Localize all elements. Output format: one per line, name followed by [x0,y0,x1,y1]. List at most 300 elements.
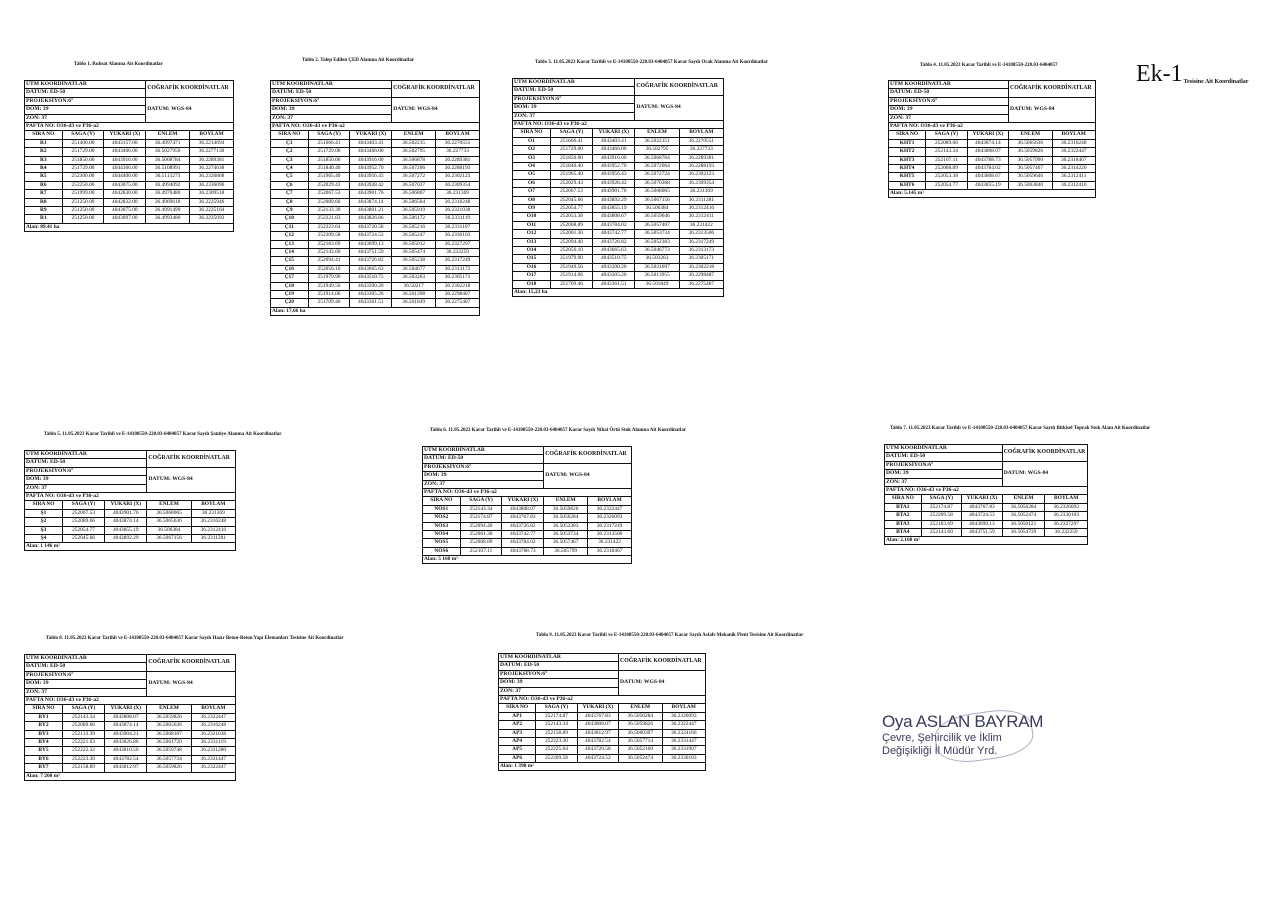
table-row [25,526,236,534]
geographic-header: COĞRAFİK KOORDİNATLAR [147,655,236,672]
table-row [271,265,480,273]
saga-value: 252300.00 [62,173,104,181]
point-id: KHT2 [889,148,926,156]
point-id: Ç17 [271,274,309,282]
col-enlem: ENLEM [1002,495,1045,503]
point-id: BY6 [25,755,63,763]
boylam-value: 36.2318467 [588,547,632,555]
enlem-value: 36.5059826 [544,505,588,513]
enlem-value: 36.5113273 [146,173,190,181]
boylam-value: 36.2331447 [191,755,235,763]
saga-value: 251979.90 [550,255,592,263]
table-caption: Tablo 1. Ruhsat Alanına Ait Koordinatlar [74,62,163,67]
saga-value: 251709.46 [550,280,592,288]
saga-value: 251729.00 [308,148,350,156]
saga-value: 251666.41 [550,137,592,145]
point-id: Ç8 [271,198,309,206]
enlem-value: 36.503263 [635,255,679,263]
point-id: R1 [25,215,63,223]
boylam-value: 36.2321038 [191,730,235,738]
utm-header: UTM KOORDİNATLAR [513,79,635,87]
yukari-value: 4043510.75 [593,255,635,263]
table-row [271,190,480,198]
boylam-value: 36.2305171 [436,274,480,282]
saga-value: 252143.34 [62,713,104,721]
point-id: R4 [25,164,63,172]
boylam-value: 36.2331107 [436,223,480,231]
signature-block [882,712,1043,758]
boylam-value: 36.2331119 [191,738,235,746]
yukari-value: 4043810.50 [105,747,147,755]
enlem-value: 36.5068065 [635,188,679,196]
enlem-value: 36.5057714 [619,737,662,745]
point-id: Ç1 [271,139,309,147]
table-row [25,207,234,215]
col-boylam: BOYLAM [1052,131,1096,139]
datum-wgs84: DATUM: WGS-84 [1002,461,1087,486]
yukari-value: 4043928.42 [593,179,635,187]
saga-value: 252183.69 [308,240,350,248]
boylam-value: 36.2275487 [436,299,480,307]
enlem-value: 36.5067156 [147,534,191,542]
table-row [889,139,1096,147]
table-row [25,534,236,542]
boylam-value: 36.2322447 [662,721,706,729]
enlem-value: 36.5059646 [1009,173,1052,181]
boylam-value: 36.2313173 [436,265,480,273]
table-row [271,223,480,231]
area-total: Alan: 2.168 m² [885,537,1088,545]
datum-ed50: DATUM: ED-50 [271,89,392,97]
saga-value: 252089.66 [62,722,104,730]
datum-ed50: DATUM: ED-50 [499,662,619,670]
projection: PROJEKSİYON:6° [499,670,619,678]
point-id: NÖS6 [423,547,461,555]
enlem-value: 36.5052383 [544,522,588,530]
saga-value: 251914.06 [308,291,350,299]
table-row [271,139,480,147]
saga-value: 252089.66 [308,198,350,206]
table-row [889,156,1096,164]
enlem-value: 36.507206 [392,164,436,172]
enlem-value: 36.501849 [635,280,679,288]
enlem-value: 36.5057467 [635,221,679,229]
saga-value: 252143.34 [536,721,577,729]
dom: DOM: 39 [889,106,1009,114]
enlem-value: 36.5072064 [635,162,679,170]
yukari-value: 4043305.26 [593,272,635,280]
yukari-value: 4043808.07 [967,148,1008,156]
yukari-value: 4043157.00 [104,139,146,147]
enlem-value: 36.5057734 [147,755,191,763]
boylam-value: 36.2312411 [679,213,723,221]
boylam-value: 36.2288193 [436,164,480,172]
point-id: Ş1 [25,509,63,517]
table-row [271,164,480,172]
enlem-value: 36.5059826 [1009,148,1052,156]
saga-value: 251949.56 [550,263,592,271]
boylam-value: 36.2317249 [436,257,480,265]
yukari-value: 4044400.00 [104,173,146,181]
point-id: NÖS1 [423,505,461,513]
saga-value: 252221.63 [308,215,350,223]
boylam-value: 36.2313506 [679,230,723,238]
sheet-number: PAFTA NO: O36-d3 ve P36-a2 [499,695,706,703]
saga-value: 251979.90 [308,274,350,282]
yukari-value: 4043784.02 [593,221,635,229]
col-saga: SAĞA (Y) [62,705,104,713]
table-row [25,215,234,223]
table-row [423,539,632,547]
datum-ed50: DATUM: ED-50 [885,453,1003,461]
saga-value: 252250.00 [62,181,104,189]
yukari-value: 4043826.86 [105,738,147,746]
saga-value: 252067.53 [550,188,592,196]
table-caption: Tablo 4. 11.05.2023 Karar Tarihli ve E-14108550-220.03-6404057 [920,63,1058,68]
table-row [271,299,480,307]
yukari-value: 4043808.07 [502,505,544,513]
dom: DOM: 39 [25,476,147,484]
boylam-value: 36.2322447 [588,505,632,513]
datum-wgs84: DATUM: WGS-84 [392,97,480,122]
projection: PROJEKSİYON:6° [25,97,146,105]
enlem-value: 36.5065636 [147,518,191,526]
boylam-value: 36.2324166 [662,729,706,737]
yukari-value: 4043788.73 [967,156,1008,164]
point-id: Ç16 [271,265,309,273]
saga-value: 252045.66 [550,196,592,204]
col-enlem: ENLEM [147,705,191,713]
yukari-value: 4043916.00 [593,154,635,162]
table-row [889,181,1096,189]
yukari-value: 4043361.51 [350,299,392,307]
point-id: BY4 [25,738,63,746]
boylam-value: 36.2331907 [662,746,706,754]
table-row [513,213,724,221]
col-sira-no: SIRA NO [885,495,922,503]
utm-header: UTM KOORDİNATLAR [25,451,147,459]
enlem-value: 36.5059826 [619,721,662,729]
enlem-value: 36.506807 [392,190,436,198]
zone: ZON: 37 [499,687,619,695]
boylam-value: 36.2214694 [190,139,234,147]
table-row [885,528,1088,536]
saga-value: 251729.00 [62,164,104,172]
projection: PROJEKSİYON:6° [889,97,1009,105]
saga-value: 251400.00 [62,139,104,147]
table-caption: Tablo 2. Talep Edilen ÇED Alanına Ait Koordinatlar [302,58,415,63]
boylam-value: 36.232259 [1045,528,1088,536]
yukari-value: 4042830.00 [104,190,146,198]
yukari-value: 4043952.70 [593,162,635,170]
point-id: R7 [25,190,63,198]
boylam-value: 36.2298487 [436,291,480,299]
yukari-value: 4043855.19 [593,205,635,213]
boylam-value: 36.2326093 [1045,503,1088,511]
table-row [513,179,724,187]
enlem-value: 36.4994092 [146,181,190,189]
boylam-value: 36.2312416 [1052,181,1096,189]
enlem-value: 36.4993480 [146,215,190,223]
area-total: Alan: 15,23 ha [513,289,724,297]
point-id: Ç13 [271,240,309,248]
yukari-value: 4043751.59 [350,249,392,257]
dom: DOM: 39 [25,106,146,114]
table-row [885,512,1088,520]
table-row [25,722,236,730]
boylam-value: 36.2316248 [436,198,480,206]
dom: DOM: 39 [271,106,392,114]
point-id: Ç18 [271,282,309,290]
saga-value: 252222.32 [62,747,104,755]
enlem-value: 36.507272 [392,173,436,181]
zone: ZON: 37 [25,114,146,122]
saga-value: 252158.89 [62,764,104,772]
table-row [513,263,724,271]
col-saga: SAĞA (Y) [550,129,592,137]
datum-wgs84: DATUM: WGS-84 [147,671,236,696]
col-boylam: BOYLAM [662,704,706,712]
saga-value: 252068.89 [926,164,967,172]
col-saga: SAĞA (Y) [62,501,104,509]
col-enlem: ENLEM [544,497,588,505]
table-row [25,190,234,198]
enlem-value: 36.5052474 [619,754,662,762]
boylam-value: 36.2288193 [679,162,723,170]
enlem-value: 36.4991499 [146,207,190,215]
col-boylam: BOYLAM [588,497,632,505]
table-row [271,257,480,265]
saga-value: 252174.87 [536,712,577,720]
yukari-value: 4043901.76 [593,188,635,196]
boylam-value: 36.232259 [436,249,480,257]
saga-value: 252209.58 [536,754,577,762]
table-row [885,503,1088,511]
col-boylam: BOYLAM [1045,495,1088,503]
boylam-value: 36.2289381 [436,156,480,164]
col-sira-no: SIRA NO [513,129,551,137]
yukari-value: 4043742.77 [502,530,544,538]
yukari-value: 4043390.20 [350,282,392,290]
saga-value: 251914.06 [550,272,592,280]
yukari-value: 4043699.13 [350,240,392,248]
saga-value: 251729.00 [550,146,592,154]
enlem-value: 36.506172 [392,215,436,223]
zone: ZON: 37 [423,480,544,488]
point-id: BTA4 [885,528,922,536]
projection: PROJEKSİYON:6° [271,97,392,105]
col-saga: SAĞA (Y) [308,131,350,139]
point-id: NÖS4 [423,530,461,538]
point-id: O8 [513,196,551,204]
boylam-value: 36.2322447 [191,764,235,772]
boylam-value: 36.2318467 [1052,156,1096,164]
point-id: R9 [25,207,63,215]
yukari-value: 4043812.97 [105,764,147,772]
boylam-value: 36.2289381 [190,156,234,164]
yukari-value: 4043956.43 [350,173,392,181]
yukari-value: 4043808.07 [577,721,618,729]
point-id: Ç4 [271,164,309,172]
col-enlem: ENLEM [392,131,436,139]
saga-value: 252158.89 [536,729,577,737]
table-row [25,764,236,772]
sheet-number: PAFTA NO: O36-d3 ve P36-a2 [889,122,1096,130]
zone: ZON: 37 [25,484,147,492]
dom: DOM: 39 [25,680,147,688]
point-id: O13 [513,238,551,246]
boylam-value: 36.2298487 [679,272,723,280]
col-yukari: YUKARI (X) [350,131,392,139]
point-id: NÖS2 [423,514,461,522]
enlem-value: 36.5063840 [1009,181,1052,189]
datum-ed50: DATUM: ED-50 [889,89,1009,97]
enlem-value: 36.505012 [392,240,436,248]
boylam-value: 36.2311281 [191,534,235,542]
yukari-value: 4043720.58 [350,223,392,231]
table-row [513,238,724,246]
saga-value: 251949.56 [308,282,350,290]
enlem-value: 36.506564 [392,198,436,206]
boylam-value: 36.2309354 [679,179,723,187]
utm-header: UTM KOORDİNATLAR [499,654,619,662]
col-sira-no: SIRA NO [499,704,536,712]
saga-value: 252054.77 [926,181,967,189]
projection: PROJEKSİYON:6° [513,95,635,103]
enlem-value: 36.5065636 [1009,139,1052,147]
enlem-value: 36.505474 [392,249,436,257]
yukari-value: 4043801.21 [350,207,392,215]
enlem-value: 36.5027950 [146,148,190,156]
saga-value: 252143.34 [460,505,502,513]
saga-value: 252174.87 [460,514,502,522]
point-id: NÖS3 [423,522,461,530]
point-id: Ç12 [271,232,309,240]
point-id: O4 [513,162,551,170]
saga-value: 252067.53 [308,190,350,198]
yukari-value: 4043726.82 [502,522,544,530]
boylam-value: 36.2313173 [679,247,723,255]
point-id: Ç6 [271,181,309,189]
yukari-value: 4043901.76 [105,509,147,517]
col-yukari: YUKARI (X) [105,501,147,509]
point-id: AP6 [499,754,536,762]
saga-value: 252054.77 [550,205,592,213]
col-yukari: YUKARI (X) [967,131,1008,139]
table-row [513,171,724,179]
table-row [271,249,480,257]
datum-wgs84: DATUM: WGS-84 [635,95,724,120]
point-id: O18 [513,280,551,288]
datum-ed50: DATUM: ED-50 [25,89,146,97]
boylam-value: 36.2326868 [190,173,234,181]
point-id: R2 [25,148,63,156]
table-row [499,737,706,745]
yukari-value: 4042832.00 [104,198,146,206]
yukari-value: 4043874.14 [105,722,147,730]
table-row [271,148,480,156]
table-row [271,232,480,240]
enlem-value: 36.5052474 [1002,512,1045,520]
enlem-value: 36.5013955 [635,272,679,280]
enlem-value: 36.505216 [392,223,436,231]
boylam-value: 36.2330103 [436,232,480,240]
enlem-value: 36.5057467 [544,539,588,547]
saga-value: 252054.77 [62,526,104,534]
table-row [889,173,1096,181]
table-row [499,712,706,720]
saga-value: 252094.41 [308,257,350,265]
point-id: Ş2 [25,518,63,526]
yukari-value: 4043782.54 [577,737,618,745]
yukari-value: 4043892.29 [593,196,635,204]
saga-value: 251850.00 [62,156,104,164]
annex-suffix: Tesisine Ait Koordinatlar [1183,79,1249,85]
coordinate-table [884,444,1088,545]
point-id: BY7 [25,764,63,772]
table-row [25,730,236,738]
saga-value: 251965.40 [550,171,592,179]
boylam-value: 36.2316248 [191,518,235,526]
saga-value: 251709.46 [308,299,350,307]
point-id: BTA1 [885,503,922,511]
point-id: BY2 [25,722,63,730]
col-saga: SAĞA (Y) [460,497,502,505]
geographic-header: COĞRAFİK KOORDİNATLAR [544,447,632,464]
boylam-value: 36.2270551 [436,139,480,147]
point-id: R5 [25,173,63,181]
enlem-value: 36.5053734 [635,230,679,238]
saga-value: 252068.89 [460,539,502,547]
saga-value: 252029.43 [550,179,592,187]
yukari-value: 4043874.14 [105,518,147,526]
geographic-header: COĞRAFİK KOORDİNATLAR [1002,445,1087,462]
coordinate-table [422,446,632,564]
boylam-value: 36.2302123 [679,171,723,179]
table-caption: Tablo 3. 11.05.2023 Karar Tarihli ve E-14108550-220.03-6404057 Karar Sayılı Ocak Alanına Ait Koordinatlar [535,60,768,65]
enlem-value: 36.502215 [392,139,436,147]
point-id: O15 [513,255,551,263]
enlem-value: 36.5050121 [1002,520,1045,528]
coordinate-table [24,654,236,781]
point-id: R6 [25,181,63,189]
table-row [271,198,480,206]
yukari-value: 4043466.00 [350,148,392,156]
yukari-value: 4043788.73 [502,547,544,555]
saga-value: 252094.40 [460,522,502,530]
point-id: O16 [513,263,551,271]
table-row [499,746,706,754]
enlem-value: 36.504677 [392,265,436,273]
yukari-value: 4043782.54 [105,755,147,763]
enlem-value: 36.502795 [635,146,679,154]
enlem-value: 36.5068784 [146,156,190,164]
yukari-value: 4043361.51 [593,280,635,288]
enlem-value: 36.503263 [392,274,436,282]
saga-value: 252056.10 [308,265,350,273]
datum-wgs84: DATUM: WGS-84 [619,670,706,695]
boylam-value: 36.2316248 [191,722,235,730]
saga-value: 251250.00 [62,215,104,223]
yukari-value: 4043808.67 [593,213,635,221]
yukari-value: 4043874.14 [967,139,1008,147]
boylam-value: 36.231369 [679,188,723,196]
boylam-value: 36.2312416 [191,526,235,534]
boylam-value: 36.2327297 [1045,520,1088,528]
signatory-title-line1: Çevre, Şehircilik ve İklim [882,732,1002,744]
saga-value: 252089.66 [926,139,967,147]
enlem-value: 36.5056284 [1002,503,1045,511]
